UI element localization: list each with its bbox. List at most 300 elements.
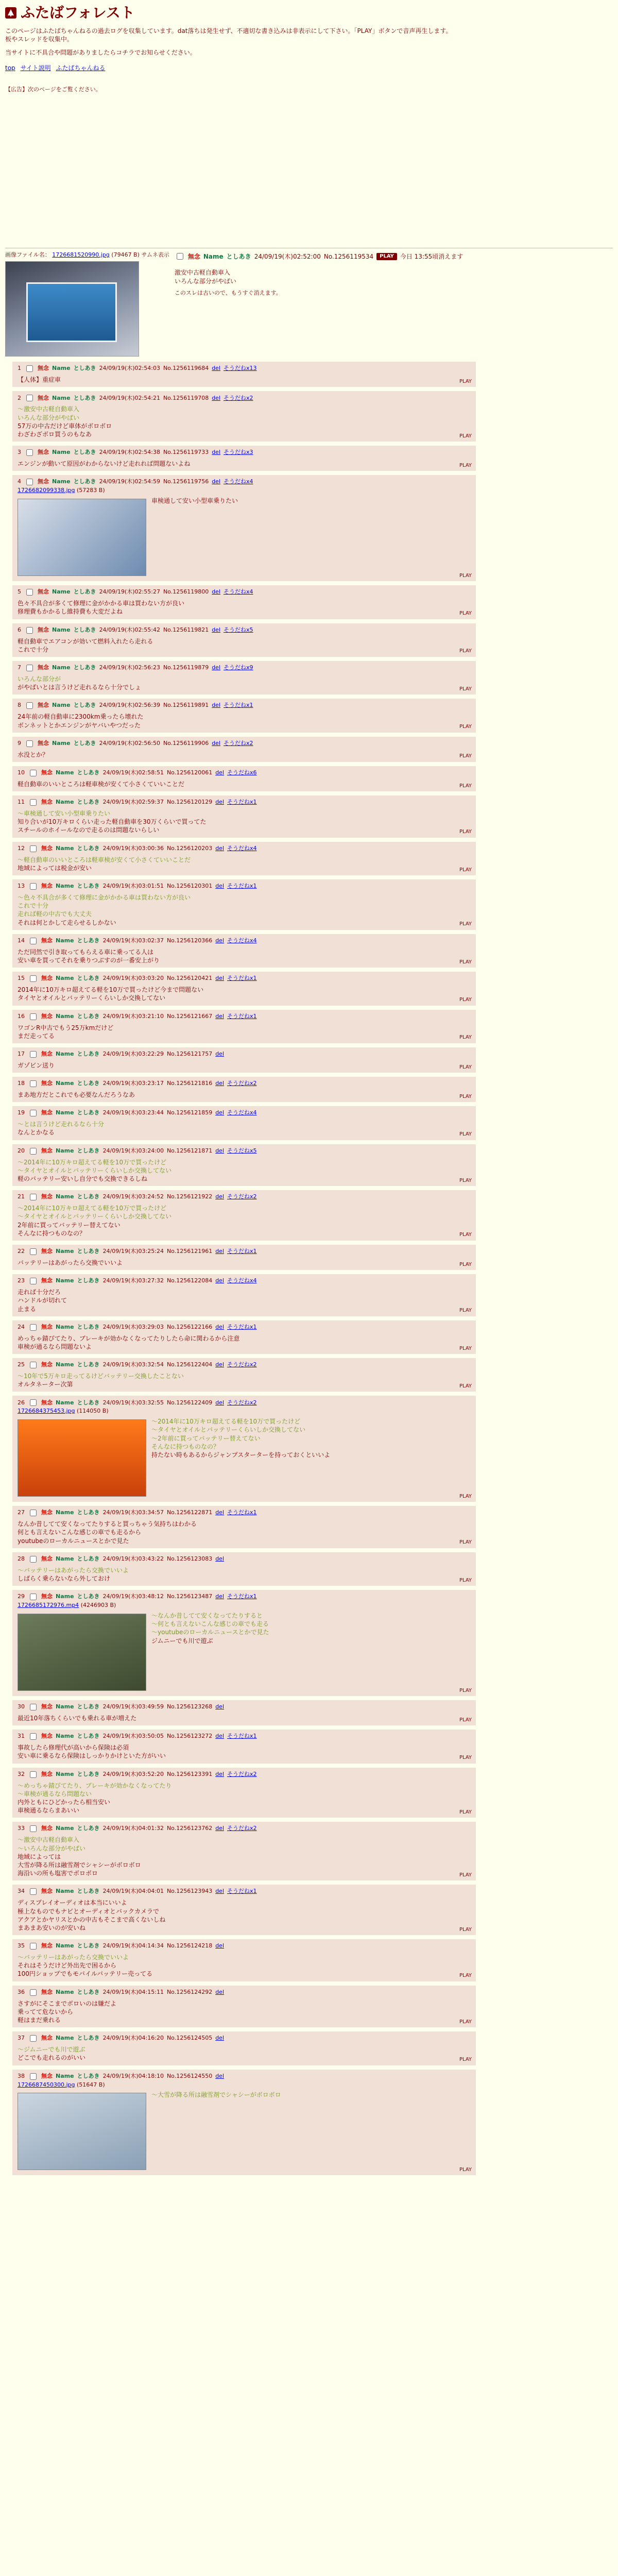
reply-del-link[interactable]: del bbox=[215, 1888, 225, 1895]
op-name: Name bbox=[203, 252, 224, 260]
reply-sodane[interactable]: そうだねx9 bbox=[224, 664, 253, 671]
reply-header bbox=[18, 364, 471, 374]
reply-thumbnail[interactable] bbox=[18, 1419, 146, 1497]
reply-subject: 無念 bbox=[41, 769, 53, 776]
reply-subject: 無念 bbox=[41, 1399, 53, 1406]
reply-header bbox=[18, 739, 471, 749]
reply-play-link[interactable]: PLAY bbox=[459, 1345, 472, 1351]
reply-subject: 無念 bbox=[41, 1770, 53, 1777]
reply-header bbox=[18, 1824, 471, 1834]
reply-checkbox[interactable] bbox=[30, 1888, 37, 1895]
reply-checkbox[interactable] bbox=[30, 1733, 37, 1740]
reply-text bbox=[18, 1836, 471, 1877]
reply-checkbox[interactable] bbox=[26, 479, 33, 485]
reply-subject: 無念 bbox=[41, 1012, 53, 1020]
reply-del-link[interactable]: del bbox=[212, 702, 221, 709]
reply-quote-line: 〜youtubeのローカルニュースとかで見た bbox=[151, 1629, 269, 1636]
reply-del-link[interactable]: del bbox=[215, 1080, 225, 1087]
reply-del-link[interactable]: del bbox=[215, 1733, 225, 1740]
op-file-link[interactable]: 1726681520990.jpg bbox=[52, 251, 110, 259]
reply-del-link[interactable]: del bbox=[215, 937, 225, 944]
reply-play-link[interactable]: PLAY bbox=[459, 1261, 472, 1267]
reply-checkbox[interactable] bbox=[30, 883, 37, 890]
reply-line: 何とも言えないこんな感じの車でも走るから bbox=[18, 1529, 142, 1536]
reply-checkbox[interactable] bbox=[30, 845, 37, 852]
reply-checkbox[interactable] bbox=[30, 1399, 37, 1406]
reply-number: 34 bbox=[18, 1888, 25, 1895]
reply-subject: 無念 bbox=[41, 883, 53, 890]
reply-sodane[interactable]: そうだねx4 bbox=[227, 1109, 257, 1116]
op-checkbox[interactable] bbox=[177, 253, 183, 260]
reply-del-link[interactable]: del bbox=[215, 769, 225, 776]
reply-play-link[interactable]: PLAY bbox=[459, 1755, 472, 1761]
reply-sodane[interactable]: そうだねx1 bbox=[227, 1012, 257, 1020]
reply-number: 10 bbox=[18, 769, 25, 776]
reply-play-link[interactable]: PLAY bbox=[459, 783, 472, 789]
reply-file-link[interactable]: 1726685172976.mp4 bbox=[18, 1602, 79, 1609]
reply-play-link[interactable]: PLAY bbox=[459, 1177, 472, 1183]
reply-del-link[interactable]: del bbox=[212, 626, 221, 633]
reply-id: No.1256124292 bbox=[166, 1988, 213, 1995]
reply-thumbnail[interactable] bbox=[18, 499, 146, 576]
reply-line: 最近10年落ちくらいでも乗れる車が増えた bbox=[18, 1715, 137, 1722]
reply-date: 24/09/19(木)03:43:22 bbox=[102, 1555, 164, 1562]
reply-text bbox=[18, 405, 471, 438]
reply-play-link[interactable]: PLAY bbox=[459, 997, 472, 1003]
reply-play-link[interactable]: PLAY bbox=[459, 1809, 472, 1815]
reply-date: 24/09/19(木)03:52:20 bbox=[102, 1770, 164, 1777]
reply-text bbox=[18, 780, 471, 788]
reply-sodane[interactable]: そうだねx4 bbox=[227, 937, 257, 944]
reply-play-link[interactable]: PLAY bbox=[459, 921, 472, 927]
reply-sodane[interactable]: そうだねx2 bbox=[227, 1361, 257, 1368]
reply-checkbox[interactable] bbox=[26, 665, 33, 671]
reply-date: 24/09/19(木)03:24:00 bbox=[102, 1147, 164, 1154]
reply-play-link[interactable]: PLAY bbox=[459, 1064, 472, 1070]
reply-checkbox[interactable] bbox=[30, 938, 37, 944]
reply-checkbox[interactable] bbox=[30, 1825, 37, 1832]
reply-play-link[interactable]: PLAY bbox=[459, 1232, 472, 1238]
reply-text bbox=[18, 1372, 471, 1388]
op-header bbox=[175, 251, 463, 261]
reply-play-link[interactable]: PLAY bbox=[459, 2057, 472, 2063]
reply-line: 水没とか？ bbox=[18, 751, 49, 758]
reply-file-link[interactable]: 1726687450300.jpg bbox=[18, 2081, 75, 2088]
reply-play-link[interactable]: PLAY bbox=[459, 1093, 472, 1099]
reply-del-link[interactable]: del bbox=[215, 1509, 225, 1516]
reply-play-link[interactable]: PLAY bbox=[459, 1973, 472, 1979]
reply-author: としあき bbox=[77, 844, 100, 852]
reply-del-link[interactable]: del bbox=[212, 449, 221, 456]
reply-quote-line: 走れば軽の中古でも大丈夫 bbox=[18, 910, 92, 918]
reply-file-meta: (51647 B) bbox=[75, 2081, 105, 2088]
reply-del-link[interactable]: del bbox=[212, 365, 221, 372]
reply-checkbox[interactable] bbox=[26, 449, 33, 456]
reply-header bbox=[18, 844, 471, 854]
reply-sodane[interactable]: そうだねx2 bbox=[224, 394, 253, 401]
reply-checkbox[interactable] bbox=[30, 1771, 37, 1778]
reply-subject: 無念 bbox=[38, 702, 49, 709]
reply-quote-line: 〜タイヤとオイルとバッテリーくらいしか交換してない bbox=[151, 1426, 306, 1434]
reply-line: それは何とかして走らせるしかない bbox=[18, 919, 116, 926]
nav-top-link[interactable]: top bbox=[5, 64, 15, 72]
reply-checkbox[interactable] bbox=[30, 2073, 37, 2080]
reply-author: としあき bbox=[77, 2072, 100, 2079]
reply-sodane[interactable]: そうだねx13 bbox=[224, 365, 257, 372]
reply-name: Name bbox=[52, 449, 71, 456]
reply-id: No.1256123272 bbox=[166, 1733, 213, 1740]
reply-number: 3 bbox=[18, 449, 21, 456]
reply-text bbox=[18, 1782, 471, 1815]
reply-del-link[interactable]: del bbox=[215, 1555, 225, 1562]
reply-sodane[interactable]: そうだねx2 bbox=[227, 1080, 257, 1087]
reply-sodane[interactable]: そうだねx2 bbox=[227, 1193, 257, 1200]
reply-number: 18 bbox=[18, 1080, 25, 1087]
reply-subject: 無念 bbox=[41, 1703, 53, 1710]
reply-play-link[interactable]: PLAY bbox=[459, 1493, 472, 1499]
nav-map-link[interactable]: サイト説明 bbox=[20, 64, 51, 72]
reply-sodane[interactable]: そうだねx2 bbox=[227, 1399, 257, 1406]
reply-line: バッテリーはあがったら交換でいいよ bbox=[18, 1259, 123, 1266]
reply-line: 持たない時もあるからジャンプスターターを持っておくといいよ bbox=[151, 1451, 331, 1459]
reply-post bbox=[12, 1885, 476, 1935]
reply-play-link[interactable]: PLAY bbox=[459, 611, 472, 617]
reply-date: 24/09/19(木)02:54:03 bbox=[99, 365, 160, 372]
reply-sodane[interactable]: そうだねx1 bbox=[227, 1888, 257, 1895]
reply-name: Name bbox=[52, 664, 71, 671]
reply-checkbox[interactable] bbox=[30, 1943, 37, 1950]
reply-author: としあき bbox=[77, 1399, 100, 1406]
reply-quote-line: 〜10年で5万キロ走ってるけどバッテリー交換したことない bbox=[18, 1372, 184, 1380]
reply-quote-line: 〜色々不具合が多くて修理に金がかかる車は買わない方が良い bbox=[18, 894, 191, 902]
reply-name: Name bbox=[52, 739, 71, 747]
reply-play-link[interactable]: PLAY bbox=[459, 1872, 472, 1878]
reply-line: 走れば十分だろ bbox=[18, 1289, 61, 1296]
reply-header bbox=[18, 1247, 471, 1257]
reply-text bbox=[18, 1158, 471, 1183]
reply-play-link[interactable]: PLAY bbox=[459, 2019, 472, 2025]
reply-line: 乗ってて危ないから bbox=[18, 2008, 74, 2015]
reply-text bbox=[18, 460, 471, 468]
reply-number: 5 bbox=[18, 588, 21, 596]
reply-sodane[interactable]: そうだねx4 bbox=[224, 478, 253, 485]
reply-del-link[interactable]: del bbox=[215, 1593, 225, 1600]
reply-id: No.1256120421 bbox=[166, 975, 213, 982]
reply-line: 軽自動車のいいところは軽車検が安くて小さくていいことだ bbox=[18, 780, 185, 788]
reply-subject: 無念 bbox=[41, 1733, 53, 1740]
reply-del-link[interactable]: del bbox=[215, 1323, 225, 1330]
reply-play-link[interactable]: PLAY bbox=[459, 378, 472, 384]
reply-author: としあき bbox=[73, 664, 96, 671]
reply-sodane[interactable]: そうだねx1 bbox=[227, 1509, 257, 1516]
reply-play-link[interactable]: PLAY bbox=[459, 572, 472, 579]
reply-header bbox=[18, 1108, 471, 1118]
reply-name: Name bbox=[56, 1361, 74, 1368]
reply-checkbox[interactable] bbox=[26, 395, 33, 401]
reply-name: Name bbox=[56, 1147, 74, 1154]
reply-checkbox[interactable] bbox=[26, 740, 33, 747]
reply-number: 20 bbox=[18, 1147, 25, 1154]
reply-header bbox=[18, 477, 471, 487]
reply-checkbox[interactable] bbox=[30, 1704, 37, 1710]
reply-subject: 無念 bbox=[38, 478, 49, 485]
reply-checkbox[interactable] bbox=[30, 2035, 37, 2042]
reply-sodane[interactable]: そうだねx1 bbox=[224, 702, 253, 709]
reply-play-link[interactable]: PLAY bbox=[459, 1717, 472, 1723]
reply-del-link[interactable]: del bbox=[215, 1942, 225, 1950]
reply-checkbox[interactable] bbox=[30, 799, 37, 806]
reply-id: No.1256119708 bbox=[163, 394, 209, 401]
reply-play-link[interactable]: PLAY bbox=[459, 829, 472, 835]
reply-id: No.1256121757 bbox=[166, 1050, 213, 1057]
reply-subject: 無念 bbox=[38, 449, 49, 456]
reply-play-link[interactable]: PLAY bbox=[459, 1383, 472, 1389]
reply-line: 車検が通るなら問題ないよ bbox=[18, 1343, 92, 1350]
reply-date: 24/09/19(木)03:03:20 bbox=[102, 975, 164, 982]
reply-line: ディスプレイオーディオは本当にいいよ bbox=[18, 1899, 127, 1907]
reply-post bbox=[12, 1822, 476, 1880]
reply-line: 安い車に乗るなら保険はしっかりかけといた方がいい bbox=[18, 1752, 166, 1760]
reply-date: 24/09/19(木)03:23:44 bbox=[102, 1109, 164, 1116]
reply-sodane[interactable]: そうだねx2 bbox=[224, 739, 253, 747]
reply-file-link[interactable]: 1726682099338.jpg bbox=[18, 487, 75, 494]
reply-line: 軽自動車でエアコンが効いて燃料入れたら走れる bbox=[18, 637, 153, 645]
reply-date: 24/09/19(木)03:02:37 bbox=[102, 937, 164, 944]
reply-id: No.1256120061 bbox=[166, 769, 213, 776]
reply-number: 1 bbox=[18, 365, 21, 372]
reply-quote-line: 〜2014年に10万キロ超えてる軽を10万で買ったけど bbox=[18, 1158, 167, 1166]
reply-id: No.1256123762 bbox=[166, 1825, 213, 1832]
reply-date: 24/09/19(木)02:56:50 bbox=[99, 739, 160, 747]
reply-play-link[interactable]: PLAY bbox=[459, 867, 472, 873]
reply-header bbox=[18, 1146, 471, 1156]
reply-checkbox[interactable] bbox=[30, 1989, 37, 1996]
reply-checkbox[interactable] bbox=[30, 1362, 37, 1368]
reply-play-link[interactable]: PLAY bbox=[459, 1687, 472, 1693]
reply-post bbox=[12, 1506, 476, 1548]
reply-del-link[interactable]: del bbox=[215, 1050, 225, 1057]
reply-line: 地域によっては税金が安い bbox=[18, 864, 92, 872]
reply-subject: 無念 bbox=[41, 937, 53, 944]
reply-del-link[interactable]: del bbox=[215, 1361, 225, 1368]
reply-number: 36 bbox=[18, 1988, 25, 1995]
reply-del-link[interactable]: del bbox=[215, 1399, 225, 1406]
reply-del-link[interactable]: del bbox=[215, 1770, 225, 1777]
reply-id: No.1256119800 bbox=[163, 588, 209, 596]
reply-file-info bbox=[18, 1408, 471, 1415]
reply-author: としあき bbox=[77, 1555, 100, 1562]
reply-play-link[interactable]: PLAY bbox=[459, 1308, 472, 1314]
reply-del-link[interactable]: del bbox=[215, 2035, 225, 2042]
reply-checkbox[interactable] bbox=[30, 1110, 37, 1116]
reply-number: 8 bbox=[18, 702, 21, 709]
reply-header bbox=[18, 1702, 471, 1712]
reply-author: としあき bbox=[73, 449, 96, 456]
reply-play-link[interactable]: PLAY bbox=[459, 1926, 472, 1933]
reply-del-link[interactable]: del bbox=[215, 1109, 225, 1116]
reply-checkbox[interactable] bbox=[30, 1148, 37, 1155]
op-thumbnail[interactable] bbox=[5, 261, 139, 357]
reply-post bbox=[12, 972, 476, 1005]
reply-checkbox[interactable] bbox=[30, 1194, 37, 1200]
reply-author: としあき bbox=[77, 1942, 100, 1950]
reply-name: Name bbox=[56, 1323, 74, 1330]
reply-quote-line: 〜2014年に10万キロ超えてる軽を10万で買ったけど bbox=[18, 1205, 167, 1212]
reply-checkbox[interactable] bbox=[30, 1324, 37, 1331]
reply-checkbox[interactable] bbox=[30, 1556, 37, 1563]
reply-del-link[interactable]: del bbox=[215, 975, 225, 982]
reply-author: としあき bbox=[77, 1248, 100, 1255]
op-text bbox=[175, 268, 463, 285]
reply-sodane[interactable]: そうだねx1 bbox=[227, 799, 257, 806]
reply-checkbox[interactable] bbox=[30, 1248, 37, 1255]
reply-checkbox[interactable] bbox=[30, 975, 37, 982]
reply-author: としあき bbox=[77, 2035, 100, 2042]
reply-checkbox[interactable] bbox=[30, 1051, 37, 1058]
reply-del-link[interactable]: del bbox=[215, 844, 225, 852]
reply-header bbox=[18, 448, 471, 457]
reply-play-link[interactable]: PLAY bbox=[459, 648, 472, 654]
reply-header bbox=[18, 1398, 471, 1408]
reply-play-link[interactable]: PLAY bbox=[459, 1131, 472, 1138]
reply-del-link[interactable]: del bbox=[212, 478, 221, 485]
reply-text bbox=[18, 675, 471, 691]
reply-header bbox=[18, 587, 471, 597]
reply-sodane[interactable]: そうだねx4 bbox=[224, 588, 253, 596]
reply-sodane[interactable]: そうだねx4 bbox=[227, 844, 257, 852]
reply-del-link[interactable]: del bbox=[215, 2072, 225, 2079]
reply-sodane[interactable]: そうだねx2 bbox=[227, 1770, 257, 1777]
reply-play-link[interactable]: PLAY bbox=[459, 1577, 472, 1583]
reply-del-link[interactable]: del bbox=[215, 1248, 225, 1255]
reply-date: 24/09/19(木)04:16:20 bbox=[102, 2035, 164, 2042]
reply-sodane[interactable]: そうだねx6 bbox=[227, 769, 257, 776]
reply-checkbox[interactable] bbox=[30, 1013, 37, 1020]
reply-sodane[interactable]: そうだねx1 bbox=[227, 975, 257, 982]
reply-date: 24/09/19(木)03:23:17 bbox=[102, 1080, 164, 1087]
reply-file-link[interactable]: 1726684375453.jpg bbox=[18, 1408, 75, 1415]
reply-id: No.1256120203 bbox=[166, 844, 213, 852]
reply-checkbox[interactable] bbox=[26, 702, 33, 709]
reply-number: 35 bbox=[18, 1942, 25, 1950]
reply-del-link[interactable]: del bbox=[215, 1193, 225, 1200]
reply-play-link[interactable]: PLAY bbox=[459, 753, 472, 759]
reply-del-link[interactable]: del bbox=[215, 1825, 225, 1832]
reply-del-link[interactable]: del bbox=[215, 1012, 225, 1020]
reply-date: 24/09/19(木)02:54:38 bbox=[99, 449, 160, 456]
reply-checkbox[interactable] bbox=[30, 1278, 37, 1284]
reply-del-link[interactable]: del bbox=[215, 883, 225, 890]
reply-name: Name bbox=[56, 1942, 74, 1950]
reply-quote-line: 〜バッテリーはあがったら交換でいいよ bbox=[18, 1954, 129, 1961]
reply-name: Name bbox=[56, 1888, 74, 1895]
reply-del-link[interactable]: del bbox=[212, 394, 221, 401]
reply-header bbox=[18, 1079, 471, 1089]
reply-del-link[interactable]: del bbox=[212, 664, 221, 671]
reply-sodane[interactable]: そうだねx2 bbox=[227, 1825, 257, 1832]
reply-checkbox[interactable] bbox=[30, 1510, 37, 1516]
reply-name: Name bbox=[52, 478, 71, 485]
reply-author: としあき bbox=[77, 1703, 100, 1710]
reply-sodane[interactable]: そうだねx1 bbox=[227, 1323, 257, 1330]
reply-text bbox=[18, 809, 471, 835]
reply-sodane[interactable]: そうだねx1 bbox=[227, 1248, 257, 1255]
reply-thumbnail[interactable] bbox=[18, 1614, 146, 1691]
reply-header bbox=[18, 1276, 471, 1286]
reply-thumbnail[interactable] bbox=[18, 2093, 146, 2170]
reply-author: としあき bbox=[73, 478, 96, 485]
reply-play-link[interactable]: PLAY bbox=[459, 959, 472, 965]
reply-file-info bbox=[18, 2081, 471, 2089]
reply-subject: 無念 bbox=[41, 799, 53, 806]
reply-id: No.1256123083 bbox=[166, 1555, 213, 1562]
reply-sodane[interactable]: そうだねx1 bbox=[227, 1593, 257, 1600]
reply-sodane[interactable]: そうだねx5 bbox=[224, 626, 253, 633]
reply-sodane[interactable]: そうだねx5 bbox=[227, 1147, 257, 1154]
reply-subject: 無念 bbox=[41, 1050, 53, 1057]
reply-sodane[interactable]: そうだねx4 bbox=[227, 1277, 257, 1284]
reply-del-link[interactable]: del bbox=[212, 739, 221, 747]
reply-del-link[interactable]: del bbox=[215, 1147, 225, 1154]
reply-play-link[interactable]: PLAY bbox=[459, 1035, 472, 1041]
site-header bbox=[5, 3, 613, 23]
reply-author: としあき bbox=[73, 365, 96, 372]
reply-header bbox=[18, 1887, 471, 1896]
intro-line-1: このページはふたばちゃんねるの過去ログを収集しています。dat落ちは発生せず、不適切な書き込みは非表示にして下さい。「PLAY」ボタンで音声再生します。 bbox=[5, 27, 452, 35]
reply-play-link[interactable]: PLAY bbox=[459, 433, 472, 439]
reply-sodane[interactable]: そうだねx3 bbox=[224, 449, 253, 456]
nav-futaba-link[interactable]: ふたばちゃんねる bbox=[56, 64, 106, 72]
reply-text bbox=[18, 637, 471, 654]
reply-post bbox=[12, 362, 476, 387]
reply-del-link[interactable]: del bbox=[215, 799, 225, 806]
reply-play-link[interactable]: PLAY bbox=[459, 686, 472, 692]
op-play-button[interactable]: PLAY bbox=[376, 253, 397, 260]
reply-checkbox[interactable] bbox=[26, 627, 33, 634]
reply-play-link[interactable]: PLAY bbox=[459, 2166, 472, 2173]
reply-date: 24/09/19(木)04:18:10 bbox=[102, 2072, 164, 2079]
reply-del-link[interactable]: del bbox=[212, 588, 221, 596]
reply-name: Name bbox=[56, 769, 74, 776]
reply-checkbox[interactable] bbox=[30, 1594, 37, 1600]
reply-post bbox=[12, 795, 476, 838]
reply-del-link[interactable]: del bbox=[215, 1703, 225, 1710]
reply-author: としあき bbox=[73, 626, 96, 633]
reply-checkbox[interactable] bbox=[30, 770, 37, 776]
reply-post bbox=[12, 879, 476, 930]
reply-number: 31 bbox=[18, 1733, 25, 1740]
reply-del-link[interactable]: del bbox=[215, 1988, 225, 1995]
reply-list bbox=[5, 362, 613, 2175]
reply-sodane[interactable]: そうだねx1 bbox=[227, 1733, 257, 1740]
reply-post bbox=[12, 1552, 476, 1586]
reply-header bbox=[18, 1592, 471, 1602]
reply-checkbox[interactable] bbox=[26, 365, 33, 372]
reply-post bbox=[12, 2070, 476, 2176]
reply-subject: 無念 bbox=[41, 1825, 53, 1832]
reply-play-link[interactable]: PLAY bbox=[459, 724, 472, 730]
reply-play-link[interactable]: PLAY bbox=[459, 1539, 472, 1546]
reply-subject: 無念 bbox=[41, 1193, 53, 1200]
reply-line: まあまあ安いのが安いね bbox=[18, 1924, 86, 1931]
reply-checkbox[interactable] bbox=[26, 589, 33, 596]
reply-del-link[interactable]: del bbox=[215, 1277, 225, 1284]
reply-checkbox[interactable] bbox=[30, 1080, 37, 1087]
reply-line: 2年前に買ってバッテリー替えてない bbox=[18, 1221, 121, 1229]
reply-sodane[interactable]: そうだねx1 bbox=[227, 883, 257, 890]
reply-play-link[interactable]: PLAY bbox=[459, 462, 472, 468]
reply-subject: 無念 bbox=[38, 739, 49, 747]
